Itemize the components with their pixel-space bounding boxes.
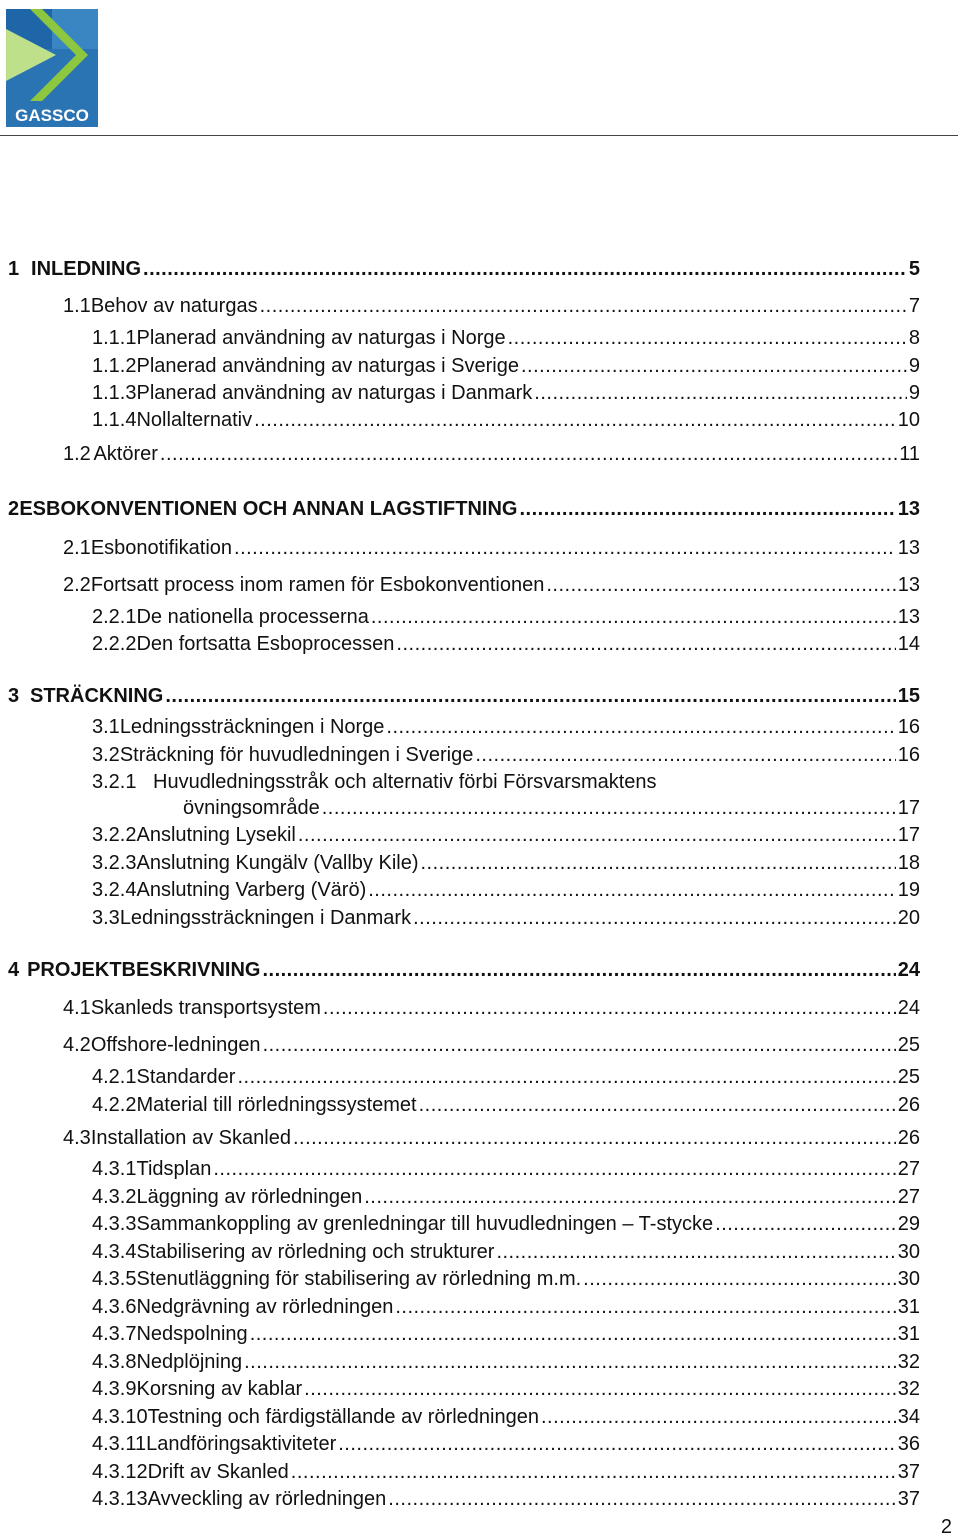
toc-title: Läggning av rörledningen	[136, 1186, 363, 1208]
toc-entry[interactable]	[92, 1405, 920, 1429]
toc-title: Anslutning Lysekil	[136, 824, 296, 846]
toc-entry-continuation[interactable]	[183, 796, 920, 820]
toc-entry[interactable]	[92, 632, 920, 656]
toc-leader	[413, 906, 896, 930]
toc-leader	[254, 408, 896, 432]
toc-number: 4.3	[63, 1127, 91, 1149]
toc-leader	[165, 684, 895, 708]
toc-entry[interactable]	[92, 354, 920, 378]
toc-entry[interactable]	[63, 1033, 920, 1057]
toc-entry[interactable]	[63, 536, 920, 560]
toc-page: 34	[897, 1406, 920, 1428]
toc-number: 1.1.4	[92, 409, 137, 431]
toc-page: 25	[897, 1066, 920, 1088]
toc-page: 36	[897, 1433, 920, 1455]
toc-title: Ledningssträckningen i Danmark	[119, 907, 412, 929]
toc-leader	[160, 442, 897, 466]
toc-page: 30	[897, 1241, 920, 1263]
toc-page: 13	[897, 574, 920, 596]
toc-title: Huvudledningsstråk och alternativ förbi Försvarsmaktens	[153, 771, 657, 793]
toc-leader	[371, 605, 896, 629]
toc-number: 1	[8, 258, 20, 280]
toc-title: Offshore-ledningen	[90, 1034, 261, 1056]
toc-entry[interactable]	[92, 1185, 920, 1209]
toc-number: 3.2.2	[92, 824, 137, 846]
toc-number: 4.3.8	[92, 1351, 137, 1373]
toc-number: 4.3.13	[92, 1488, 148, 1510]
toc-page: 13	[897, 498, 920, 520]
toc-title: Drift av Skanled	[147, 1461, 289, 1483]
toc-leader	[298, 823, 896, 847]
toc-page: 5	[908, 258, 920, 280]
toc-page: 17	[897, 797, 920, 819]
toc-page: 16	[897, 744, 920, 766]
toc-title: Planerad användning av naturgas i Norge	[136, 327, 506, 349]
toc-leader	[143, 257, 907, 281]
toc-leader	[322, 796, 896, 820]
toc-leader	[715, 1212, 896, 1236]
toc-page: 26	[897, 1094, 920, 1116]
toc-title: Aktörer	[93, 443, 158, 465]
toc-entry[interactable]	[63, 294, 920, 318]
toc-page: 18	[897, 852, 920, 874]
toc-leader	[234, 536, 896, 560]
toc-entry[interactable]	[92, 1065, 920, 1089]
toc-number: 1.1.2	[92, 355, 137, 377]
toc-page: 8	[908, 327, 920, 349]
toc-entry[interactable]	[92, 605, 920, 629]
toc-entry[interactable]	[92, 1212, 920, 1236]
toc-entry[interactable]	[92, 823, 920, 847]
toc-entry[interactable]	[92, 715, 920, 739]
toc-leader	[244, 1350, 896, 1374]
toc-page: 30	[897, 1268, 920, 1290]
toc-page: 24	[897, 959, 920, 981]
toc-leader	[263, 1033, 896, 1057]
toc-number: 4.3.3	[92, 1213, 137, 1235]
toc-entry[interactable]	[92, 1460, 920, 1484]
toc-number: 4.2	[63, 1034, 91, 1056]
toc-leader	[368, 878, 896, 902]
toc-entry[interactable]	[63, 442, 920, 466]
toc-leader	[364, 1185, 896, 1209]
toc-page: 24	[897, 997, 920, 1019]
toc-entry[interactable]	[92, 906, 920, 930]
toc-entry[interactable]	[92, 1350, 920, 1374]
toc-leader	[541, 1405, 896, 1429]
toc-title: Planerad användning av naturgas i Sverige	[136, 355, 519, 377]
toc-title: STRÄCKNING	[30, 685, 164, 707]
toc-leader	[521, 354, 907, 378]
logo-text: GASSCO	[15, 106, 89, 125]
toc-title: Installation av Skanled	[90, 1127, 291, 1149]
toc-entry[interactable]	[8, 497, 920, 521]
toc-page: 31	[897, 1323, 920, 1345]
toc-page: 37	[897, 1488, 920, 1510]
toc-number: 4.2.1	[92, 1066, 137, 1088]
toc-number: 4	[8, 959, 20, 981]
toc-entry[interactable]	[92, 851, 920, 875]
toc-page: 9	[908, 382, 920, 404]
toc-number: 4.3.5	[92, 1268, 137, 1290]
toc-entry[interactable]	[92, 1267, 920, 1291]
toc-leader	[237, 1065, 895, 1089]
toc-page: 27	[897, 1186, 920, 1208]
toc-page: 9	[908, 355, 920, 377]
toc-title: Stabilisering av rörledning och strukturer	[136, 1241, 495, 1263]
toc-title: Ledningssträckningen i Norge	[119, 716, 385, 738]
toc-number: 4.3.1	[92, 1158, 137, 1180]
toc-entry[interactable]	[92, 878, 920, 902]
toc-number: 4.2.2	[92, 1094, 137, 1116]
toc-number: 4.3.2	[92, 1186, 137, 1208]
toc-title: Landföringsaktiviteter	[146, 1433, 337, 1455]
toc-page: 29	[897, 1213, 920, 1235]
toc-page: 16	[897, 716, 920, 738]
toc-leader	[250, 1322, 896, 1346]
toc-leader	[293, 1126, 896, 1150]
toc-number: 4.3.9	[92, 1378, 137, 1400]
toc-number: 4.1	[63, 997, 91, 1019]
toc-leader	[338, 1432, 896, 1456]
toc-number: 2.1	[63, 537, 91, 559]
toc-title: Behov av naturgas	[90, 295, 258, 317]
toc-number: 1.2	[63, 443, 91, 465]
toc-number: 4.3.6	[92, 1296, 137, 1318]
toc-leader	[395, 1295, 895, 1319]
toc-entry[interactable]	[92, 1322, 920, 1346]
toc-title: Material till rörledningssystemet	[136, 1094, 417, 1116]
toc-title: Standarder	[136, 1066, 236, 1088]
toc-leader	[519, 497, 895, 521]
toc-entry[interactable]	[63, 1126, 920, 1150]
page-number: 2	[940, 1516, 952, 1538]
toc-leader	[386, 715, 895, 739]
toc-page: 27	[897, 1158, 920, 1180]
toc-title: Anslutning Kungälv (Vallby Kile)	[136, 852, 419, 874]
toc-page: 7	[908, 295, 920, 317]
toc-page: 25	[897, 1034, 920, 1056]
toc-entry[interactable]	[8, 684, 920, 708]
toc-title: Planerad användning av naturgas i Danmark	[136, 382, 533, 404]
toc-entry[interactable]	[92, 1240, 920, 1264]
toc-page: 13	[897, 537, 920, 559]
toc-title: Nedgrävning av rörledningen	[136, 1296, 394, 1318]
toc-page: 15	[897, 685, 920, 707]
toc-entry[interactable]	[92, 1432, 920, 1456]
toc-entry[interactable]	[8, 257, 920, 281]
toc-title: INLEDNING	[31, 258, 142, 280]
toc-page: 14	[897, 633, 920, 655]
toc-number: 3.2.4	[92, 879, 137, 901]
toc-leader	[260, 294, 907, 318]
toc-leader	[419, 1093, 896, 1117]
toc-title: Sträckning för huvudledningen i Sverige	[119, 744, 474, 766]
toc-title: Sammankoppling av grenledningar till huvudledningen – T-stycke	[136, 1213, 714, 1235]
toc-title: Nollalternativ	[136, 409, 253, 431]
toc-entry[interactable]	[63, 573, 920, 597]
toc-page: 31	[897, 1296, 920, 1318]
toc-number: 3.1	[92, 716, 120, 738]
toc-page: 20	[897, 907, 920, 929]
toc-leader	[583, 1267, 896, 1291]
toc-leader	[475, 743, 895, 767]
toc-leader	[508, 326, 907, 350]
toc-page: 10	[897, 409, 920, 431]
toc-title: ESBOKONVENTIONEN OCH ANNAN LAGSTIFTNING	[19, 498, 518, 520]
toc-entry[interactable]	[92, 1295, 920, 1319]
toc-title: Fortsatt process inom ramen för Esbokonventionen	[90, 574, 545, 596]
toc-number: 3.3	[92, 907, 120, 929]
toc-title: Skanleds transportsystem	[90, 997, 321, 1019]
toc-number: 4.3.4	[92, 1241, 137, 1263]
toc-entry[interactable]	[92, 1487, 920, 1511]
toc-number: 2.2.2	[92, 633, 137, 655]
toc-number: 4.3.10	[92, 1406, 148, 1428]
toc-page: 26	[897, 1127, 920, 1149]
toc-title: Avveckling av rörledningen	[147, 1488, 387, 1510]
toc-number: 2.2	[63, 574, 91, 596]
toc-entry[interactable]	[63, 996, 920, 1020]
toc-entry[interactable]	[92, 1377, 920, 1401]
toc-title: PROJEKTBESKRIVNING	[27, 959, 261, 981]
toc-number: 4.3.7	[92, 1323, 137, 1345]
toc-leader	[396, 632, 895, 656]
toc-entry[interactable]	[92, 1093, 920, 1117]
toc-title: Stenutläggning för stabilisering av rörledning m.m.	[136, 1268, 582, 1290]
toc-leader	[262, 958, 895, 982]
toc-number: 3.2.3	[92, 852, 137, 874]
toc-leader	[534, 381, 907, 405]
toc-title: Den fortsatta Esboprocessen	[136, 633, 395, 655]
toc-entry[interactable]	[92, 408, 920, 432]
toc-entry-wrapped[interactable]	[92, 770, 657, 794]
toc-leader	[304, 1377, 896, 1401]
toc-leader	[388, 1487, 895, 1511]
toc-number: 4.3.11	[92, 1433, 147, 1455]
toc-number: 1.1.1	[92, 327, 137, 349]
toc-entry[interactable]	[92, 381, 920, 405]
toc-number: 3.2	[92, 744, 120, 766]
toc-page: 32	[897, 1378, 920, 1400]
toc-title: Korsning av kablar	[136, 1378, 303, 1400]
toc-title: Tidsplan	[136, 1158, 212, 1180]
toc-page: 13	[897, 606, 920, 628]
toc-page: 32	[897, 1351, 920, 1373]
toc-number: 3	[8, 685, 20, 707]
toc-title: Esbonotifikation	[90, 537, 233, 559]
toc-number: 3.2.1	[92, 771, 137, 793]
toc-page: 19	[897, 879, 920, 901]
toc-title: Testning och färdigställande av rörledningen	[147, 1406, 539, 1428]
toc-leader	[291, 1460, 896, 1484]
toc-entry[interactable]	[92, 743, 920, 767]
toc-title: Nedspolning	[136, 1323, 248, 1345]
toc-page: 17	[897, 824, 920, 846]
toc-title: Nedplöjning	[136, 1351, 243, 1373]
toc-leader	[421, 851, 896, 875]
toc-number: 2	[8, 498, 20, 520]
toc-title-continuation: övningsområde	[183, 797, 320, 819]
toc-page: 11	[899, 443, 920, 465]
toc-leader	[323, 996, 896, 1020]
toc-leader	[213, 1157, 895, 1181]
toc-number: 1.1	[63, 295, 91, 317]
toc-entry[interactable]	[8, 958, 920, 982]
toc-entry[interactable]	[92, 326, 920, 350]
toc-number: 2.2.1	[92, 606, 137, 628]
toc-leader	[546, 573, 895, 597]
toc-entry[interactable]	[92, 1157, 920, 1181]
toc-title: Anslutning Varberg (Värö)	[136, 879, 367, 901]
toc-title: De nationella processerna	[136, 606, 369, 628]
toc-number: 4.3.12	[92, 1461, 148, 1483]
toc-leader	[496, 1240, 895, 1264]
toc-number: 1.1.3	[92, 382, 137, 404]
toc-page: 37	[897, 1461, 920, 1483]
